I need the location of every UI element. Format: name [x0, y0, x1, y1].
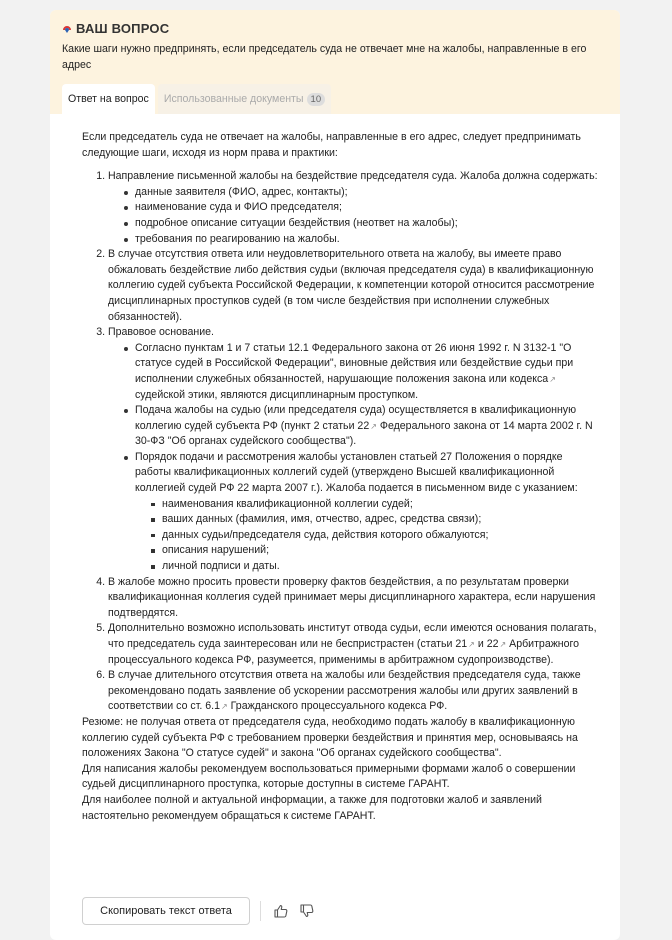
recommendation-forms: Для написания жалобы рекомендуем воспользоваться примерными формами жалоб о совершении судьей дисциплинарного проступка, которые доступны в системе ГАРАНТ.	[82, 762, 576, 791]
bullet-text: Порядок подачи и рассмотрения жалобы установлен статьей 27 Положения о порядке работы квалификационных коллегий судей (утверждено Высшей квалификационной коллегией судей РФ 22 марта 2007 г.). Жалоба подается в письменном виде с указанием:	[135, 450, 578, 495]
tab-documents[interactable]	[158, 84, 331, 114]
tab-answer-label: Ответ на вопрос	[68, 93, 149, 105]
step-6-text: Гражданского процессуального кодекса РФ.	[230, 700, 448, 713]
link-arrow-icon[interactable]: ↗	[370, 421, 377, 431]
recommendation-garant: Для наиболее полной и актуальной информации, а также для подготовки жалоб и заявлений настоятельно рекомендуем обращаться к системе ГАРАНТ.	[82, 793, 542, 822]
link-arrow-icon[interactable]: ↗	[221, 702, 228, 712]
list-item: подробное описание ситуации бездействия (неответ на жалобы);	[122, 216, 600, 232]
tab-bar	[62, 84, 608, 114]
bullet-text: Подача жалобы на судью (или председателя суда) осуществляется в квалификационную коллегию судей субъекта РФ (пункт 2 статьи 22	[135, 404, 577, 432]
answer-actions	[82, 897, 325, 925]
link-arrow-icon[interactable]: ↗	[468, 640, 475, 649]
step-3	[108, 325, 600, 575]
documents-count-badge: 10	[307, 93, 326, 106]
answer-body	[50, 114, 620, 824]
step-3-text: Правовое основание.	[108, 326, 214, 339]
step-6-text: В случае длительного отсутствия ответа на жалобы или бездействия председателя суда, также рекомендовано подать заявление об ускорении рассмотрения жалобы или других заявлений в соответствии со ст. 6.1	[108, 669, 581, 713]
thumbs-down-icon[interactable]	[299, 903, 315, 919]
question-text: Какие шаги нужно предпринять, если председатель суда не отвечает мне на жалобы, направленные в его адрес	[62, 43, 587, 71]
list-item: данных судьи/председателя суда, действия которого обжалуются;	[149, 528, 600, 544]
bullet-text: судейской этики, являются дисциплинарным проступком.	[135, 388, 419, 401]
question-title	[62, 21, 608, 36]
steps-list	[82, 169, 600, 715]
list-item: описания нарушений;	[149, 543, 600, 559]
bullet-text: Федерального закона от 14 марта 2002 г. N 30-ФЗ "Об органах судейского сообщества").	[135, 419, 593, 448]
bullet-text: Согласно пунктам 1 и 7 статьи 12.1 Федерального закона от 26 июня 1992 г. N 3132-1 "О статусе судей в Российской Федерации", виновные действия или бездействие судьи при исполнении служебных обязанностей, нарушающие положения закона или кодекса	[135, 341, 574, 385]
list-item: наименование суда и ФИО председателя;	[122, 200, 600, 216]
summary-text: Резюме: не получая ответа от председателя суда, необходимо подать жалобу в квалификационную коллегию судей субъекта РФ с требованием проверки бездействия и принятия мер, основываясь на положениях Закона "О статусе судей" и закона "Об органах судейского сообщества".	[82, 715, 578, 760]
list-item	[122, 403, 600, 450]
list-item: наименования квалификационной коллегии судей;	[149, 497, 600, 513]
step-4: 4. В жалобе можно просить провести проверку фактов бездействия, а по результатам проверки квалификационная коллегия судей принимает меры дисциплинарного характера, если нарушения подтвердятся.	[108, 575, 600, 622]
tab-answer[interactable]	[62, 84, 155, 114]
list-item	[122, 341, 600, 403]
question-title-text: ВАШ ВОПРОС	[76, 21, 170, 36]
answer-card	[50, 10, 620, 940]
sub-bullets	[135, 497, 600, 575]
garant-logo-icon	[62, 24, 72, 34]
list-item: ваших данных (фамилия, имя, отчество, адрес, средства связи);	[149, 512, 600, 528]
list-item	[122, 450, 600, 575]
step-2: 2. В случае отсутствия ответа или неудовлетворительного ответа на жалобу, вы имеете право обжаловать бездействие либо действия судьи (включая председателя суда) в квалификационную коллегию судей субъекта Российской Федерации, к компетенции которой относится рассмотрение дисциплинарных проступков судей (в том числе бездействия при исполнении служебных обязанностей).	[108, 247, 600, 325]
link-arrow-icon[interactable]: ↗	[499, 640, 507, 649]
copy-answer-button[interactable]: Скопировать текст ответа	[82, 897, 250, 925]
step-5-text: Дополнительно возможно использовать институт отвода судьи, если имеются основания полагать, что председатель суда заинтересован или не беспристрастен (статьи 21	[108, 622, 597, 650]
thumbs-up-icon[interactable]	[273, 903, 289, 919]
list-item: данные заявителя (ФИО, адрес, контакты);	[122, 185, 600, 201]
step-6	[108, 668, 600, 715]
step-5-text: и 22	[477, 638, 499, 650]
step-5	[108, 621, 600, 668]
answer-intro: Если председатель суда не отвечает на жалобы, направленные в его адрес, следует предпринимать следующие шаги, исходя из норм права и практики:	[82, 131, 581, 159]
step-3-bullets	[108, 341, 600, 575]
list-item: требования по реагированию на жалобы.	[122, 232, 600, 248]
question-block	[50, 10, 620, 114]
link-arrow-icon[interactable]: ↗	[549, 374, 556, 384]
tab-documents-label: Использованные документы	[163, 93, 304, 105]
step-1	[108, 169, 600, 247]
step-5-text: Арбитражного процессуального кодекса РФ, разумеется, применимы в арбитражном судопроизводстве).	[108, 638, 580, 666]
list-item: личной подписи и даты.	[149, 559, 600, 575]
divider	[260, 901, 261, 921]
step-1-text: Направление письменной жалобы на бездействие председателя суда. Жалоба должна содержать:	[108, 170, 598, 183]
step-1-bullets	[108, 185, 600, 247]
